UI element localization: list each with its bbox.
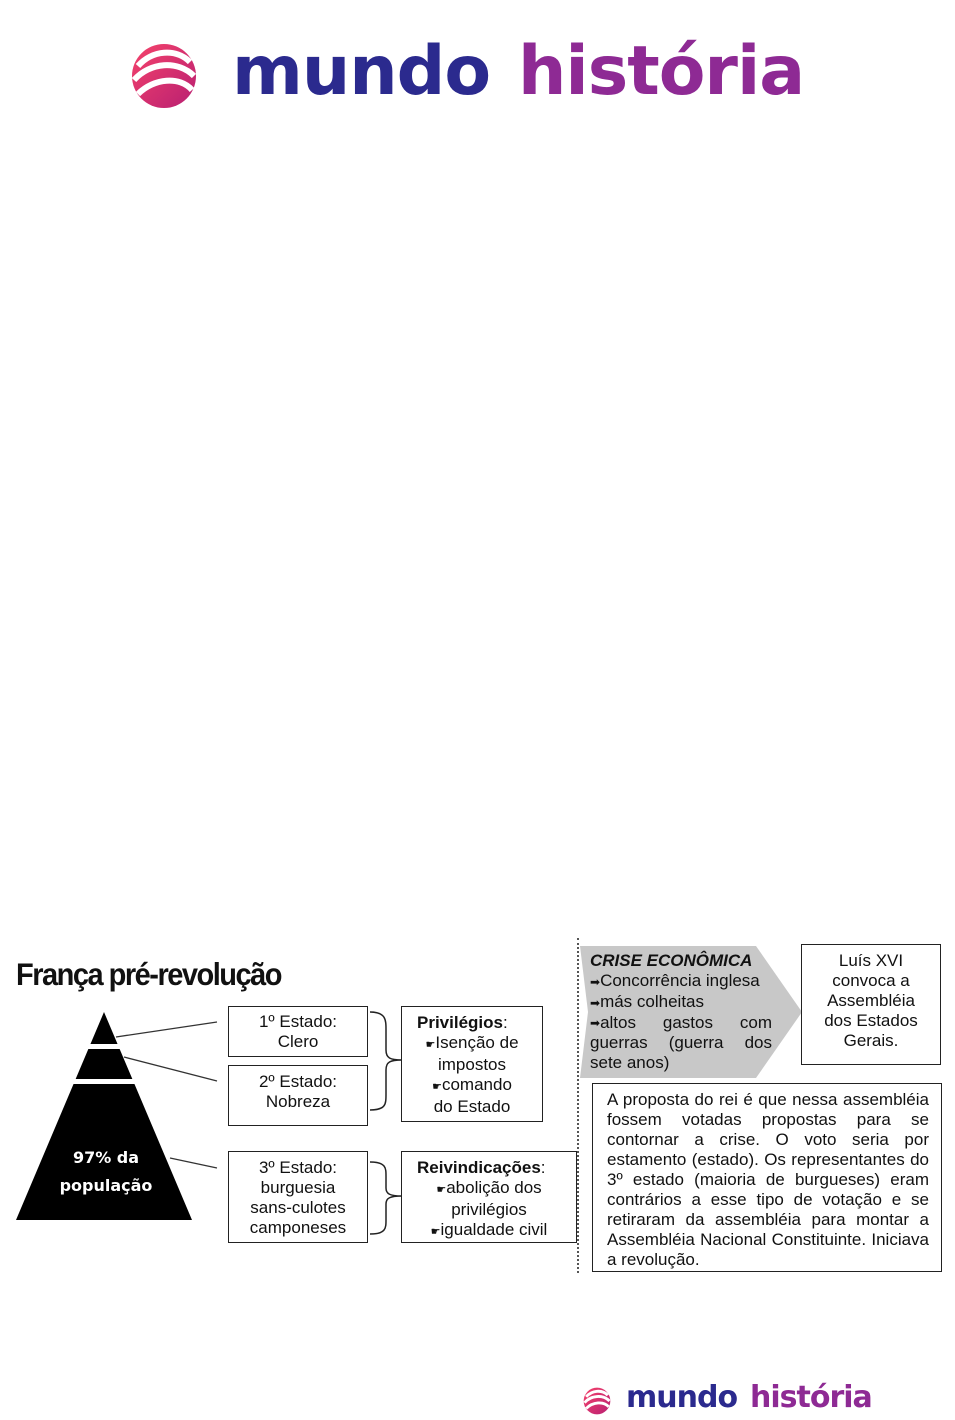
estado3-line4: camponeses [249,1218,347,1237]
header-logo [128,32,848,116]
social-pyramid [0,1000,230,1240]
arrow-right-icon: ➡ [590,1016,601,1030]
arrow-right-icon: ➡ [590,996,601,1010]
proposta-text: A proposta do rei é que nessa assembléia fossem votadas propostas para se contornar a crise. O voto seria por estamento (estado). Os representantes do 3º estado (maioria de burgueses) eram contrários a esse tipo de votação e se retiraram da assembléia para montar a Assembléia Nacional Constituinte. Iniciava a revolução. [607,1090,929,1269]
luis-line3: Assembléia [827,991,915,1010]
reivindicacoes-item1-line1: abolição dos [446,1178,542,1197]
crise-item3-line2: guerras (guerra dos [590,1033,772,1052]
reivindicacoes-item1-line2: privilégios [451,1200,527,1219]
footer-brand-mundo: mundo [626,1380,738,1415]
proposta-box [592,1083,942,1272]
crise-item3-line3: sete anos) [590,1053,670,1072]
crise-item3-line1: altos gastos com [600,1013,772,1032]
pyramid-label-line2: população [59,1176,153,1195]
privilegios-item2-line2: do Estado [433,1097,511,1116]
estado2-box [228,1065,368,1126]
brace-privilegios [368,1010,404,1114]
crise-item2: más colheitas [600,992,704,1011]
pyramid-label-line1: 97% da [72,1148,140,1167]
brace-reivindicacoes [368,1160,404,1236]
estado3-line2: burguesia [260,1178,336,1197]
hand-pointer-icon: ☛ [432,1081,442,1093]
diagram-title: França pré-revolução [16,958,281,993]
footer-logo [582,1380,902,1420]
estado3-box [228,1151,368,1243]
luis-xvi-box [801,944,941,1065]
arrow-right-icon: ➡ [590,975,601,989]
luis-line5: Gerais. [843,1031,899,1050]
reivindicacoes-title: Reivindicações [417,1158,541,1177]
luis-line1: Luís XVI [838,951,904,970]
luis-line2: convoca a [832,971,910,990]
estado2-line1: 2º Estado: [258,1072,338,1091]
luis-line4: dos Estados [824,1011,918,1030]
hand-pointer-icon: ☛ [425,1039,436,1051]
crise-item1: Concorrência inglesa [600,971,760,990]
reivindicacoes-box: Reivindicações: ☛abolição dos privilégios ☛igualdade civil [401,1151,577,1243]
privilegios-item1-line1: Isenção de [435,1033,519,1052]
header-brand-mundo: mundo [232,32,491,111]
estado1-line1: 1º Estado: [258,1012,338,1031]
privilegios-item1-line2: impostos [437,1055,507,1074]
privilegios-box: Privilégios: ☛Isenção de impostos ☛comando do Estado [401,1006,543,1122]
hand-pointer-icon: ☛ [436,1184,447,1196]
logo-swirl-icon [582,1386,612,1416]
pyramid-label [54,1144,158,1200]
logo-swirl-icon [128,40,200,112]
estado2-line2: Nobreza [265,1092,331,1111]
footer-brand-historia: história [750,1380,872,1415]
header-brand-historia: história [518,32,805,111]
reivindicacoes-item2: igualdade civil [440,1220,548,1239]
estado3-line1: 3º Estado: [258,1158,338,1177]
privilegios-title: Privilégios [417,1013,503,1032]
hand-pointer-icon: ☛ [430,1226,441,1238]
crise-title: CRISE ECONÔMICA [590,951,753,970]
privilegios-item2-line1: comando [441,1075,512,1094]
crise-content [590,951,772,1073]
dotted-separator [577,938,579,1273]
estado1-line2: Clero [277,1032,319,1051]
estado1-box [228,1006,368,1057]
estado3-line3: sans-culotes [250,1198,346,1217]
